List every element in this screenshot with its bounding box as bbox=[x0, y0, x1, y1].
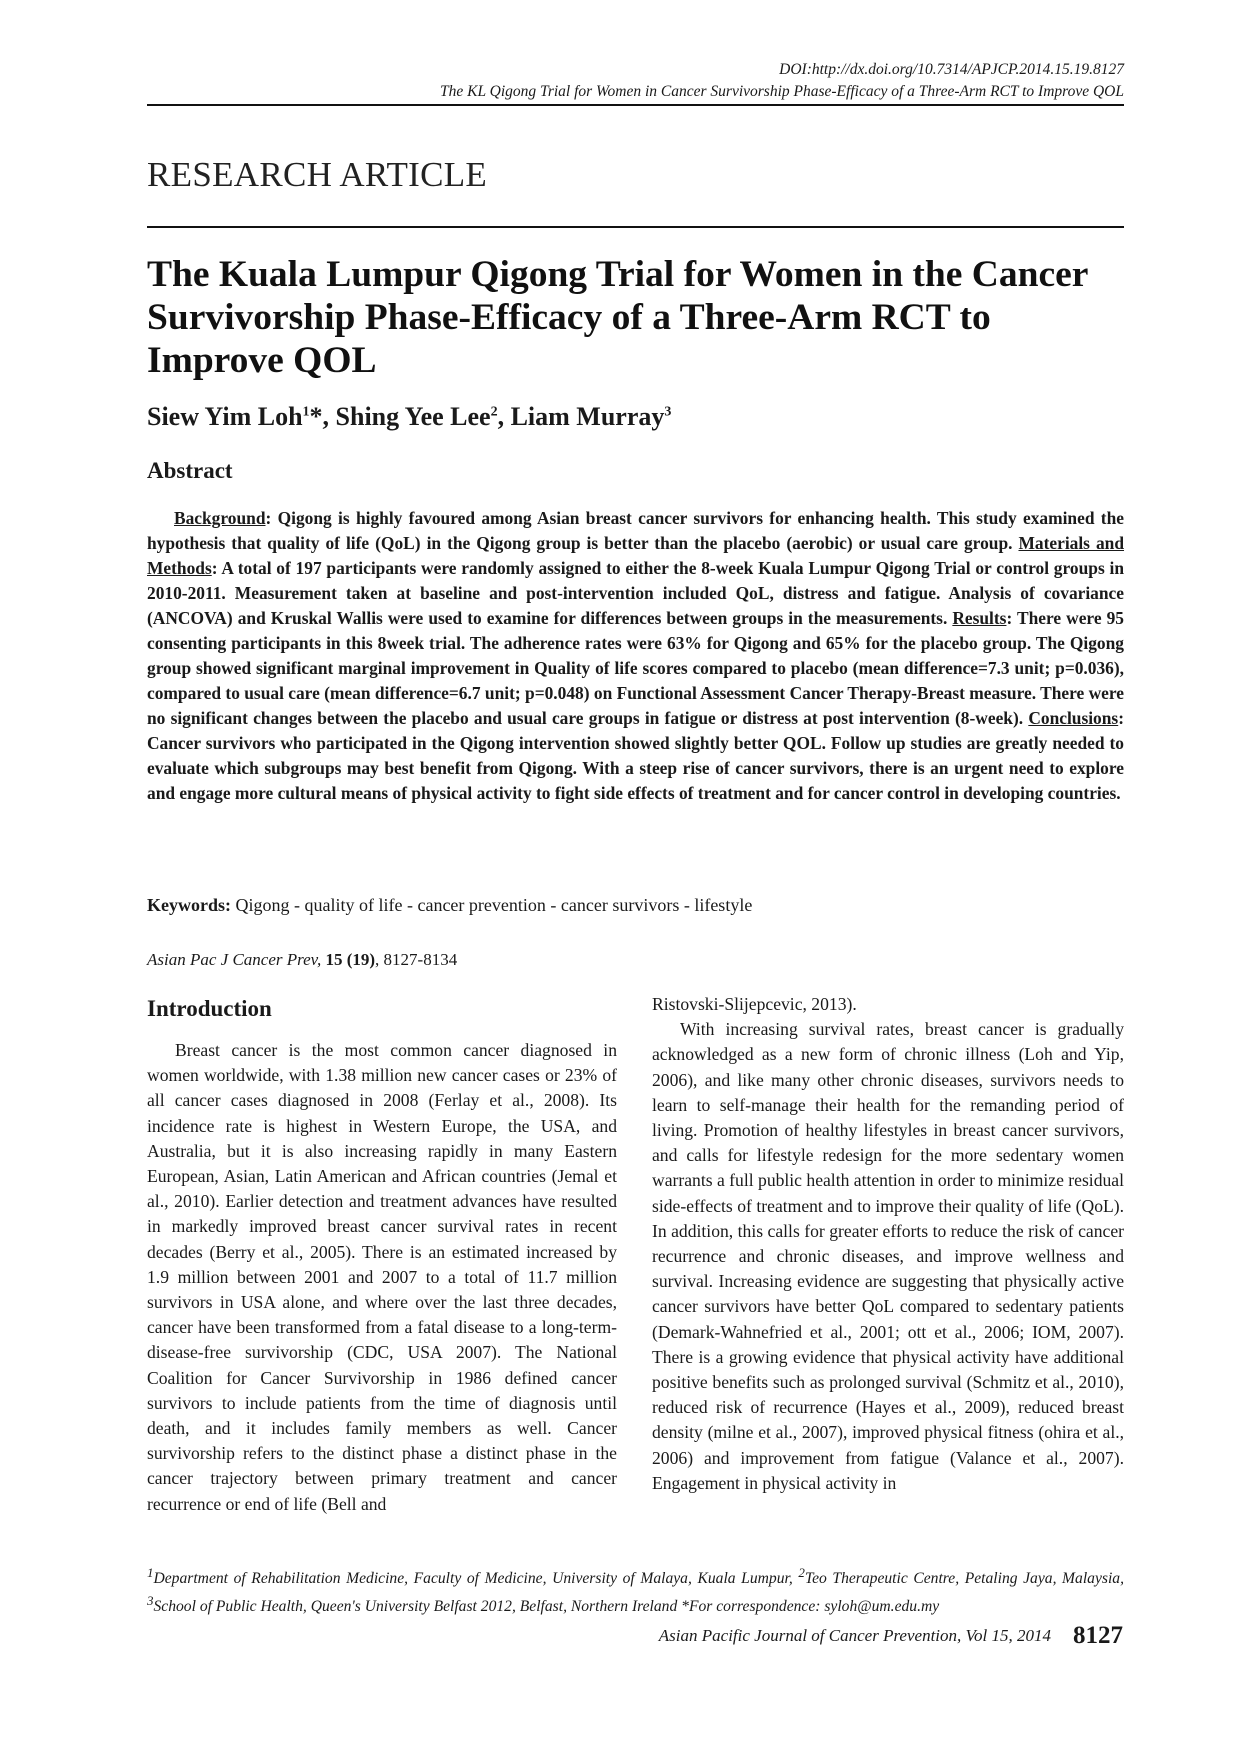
intro-paragraph: Breast cancer is the most common cancer diagnosed in women worldwide, with 1.38 million new cancer cases or 23% of all cancer cases diagnosed in 2008 (Ferlay et al., 2008). Its incidence rate is highest in Western Europe, the USA, and Australia, but it is also increasing rapidly in many Eastern European, Asian, Latin American and African countries (Jemal et al., 2010). Earlier detection and treatment advances have resulted in markedly improved breast cancer survival rates in recent decades (Berry et al., 2005). There is an estimated increased by 1.9 million between 2001 and 2007 to a total of 11.7 million survivors in USA alone, and where over the last three decades, cancer have been transformed from a fatal disease to a long-term-disease-free survivorship (CDC, USA 2007). The National Coalition for Cancer Survivorship in 1986 defined cancer survivors to include patients from the time of diagnosis until death, and it includes family members as well. Cancer survivorship refers to the distinct phase a distinct phase in the cancer trajectory between primary treatment and cancer recurrence or end of life (Bell and bbox=[147, 1040, 617, 1514]
correspondence-mark: * bbox=[309, 402, 323, 431]
running-title: The KL Qigong Trial for Women in Cancer Survivorship Phase-Efficacy of a Three-Arm RCT to Improve QOL bbox=[440, 83, 1124, 100]
header-divider bbox=[147, 104, 1124, 106]
footer-journal: Asian Pacific Journal of Cancer Prevention, Vol 15, 2014 bbox=[658, 1626, 1051, 1645]
intro-continuation: Ristovski-Slijepcevic, 2013). bbox=[652, 994, 857, 1014]
footnote-mark: 3 bbox=[147, 1593, 154, 1609]
affiliation-mark: 3 bbox=[664, 404, 672, 420]
affiliation-mark: 2 bbox=[490, 404, 498, 420]
affiliation-2: Teo Therapeutic Centre, Petaling Jaya, Malaysia, bbox=[804, 1570, 1124, 1588]
background-label: Background bbox=[174, 508, 266, 528]
citation-issue: (19) bbox=[346, 950, 376, 969]
doi-link[interactable]: DOI:http://dx.doi.org/10.7314/APJCP.2014.15.19.8127 bbox=[779, 61, 1124, 78]
footnote-mark: 1 bbox=[147, 1565, 154, 1580]
section-label: RESEARCH ARTICLE bbox=[147, 155, 488, 194]
keywords-label: Keywords: bbox=[147, 895, 231, 915]
conclusions-text: : Cancer survivors who participated in the Qigong intervention showed slightly better QOL. Follow up studies are greatly needed to evaluate which subgroups may best benefit from Qigong. With a steep rise of cancer survivors, there is an urgent need to explore and engage more cultural means of physical activity to fight side effects of treatment and for cancer control in developing countries. bbox=[147, 708, 1124, 803]
methods-text: : A total of 197 participants were randomly assigned to either the 8-week Kuala Lumpur Qigong Trial or control groups in 2010-2011. Measurement taken at baseline and post-intervention included QoL, distress and fatigue. Analysis of covariance (ANCOVA) and Kruskal Wallis were used to examine for differences between groups in the measurements. bbox=[147, 558, 1124, 628]
results-text: : There were 95 consenting participants in this 8week trial. The adherence rates were 63% for Qigong and 65% for the placebo group. The Qigong group showed significant marginal improvement in Quality of life scores compared to placebo (mean difference=7.3 unit; p=0.036), compared to usual care (mean difference=6.7 unit; p=0.048) on Functional Assessment Cancer Therapy-Breast measure. There were no significant changes between the placebo and usual care groups in fatigue or distress at post intervention (8-week). bbox=[147, 608, 1124, 728]
article-title: The Kuala Lumpur Qigong Trial for Women in the Cancer Survivorship Phase-Efficacy of a Three-Arm RCT to Improve QOL bbox=[147, 254, 1088, 381]
introduction-heading: Introduction bbox=[147, 996, 272, 1021]
author-name: Siew Yim Loh bbox=[147, 402, 303, 431]
running-header bbox=[440, 59, 1124, 103]
keywords-text: Qigong - quality of life - cancer prevention - cancer survivors - lifestyle bbox=[231, 895, 753, 915]
left-column bbox=[147, 1038, 617, 1517]
methods-label: Materials and Methods bbox=[147, 533, 1125, 578]
citation-pages: , 8127-8134 bbox=[375, 950, 458, 969]
author-name: Shing Yee Lee bbox=[335, 402, 491, 431]
affiliation-mark: 1 bbox=[302, 404, 310, 420]
footnote-mark: 2 bbox=[798, 1565, 805, 1580]
citation-volume: 15 bbox=[325, 950, 343, 969]
affiliation-1: Department of Rehabilitation Medicine, Faculty of Medicine, University of Malaya, Kuala Lumpur, bbox=[153, 1570, 799, 1588]
affiliations-footnote bbox=[147, 1562, 1124, 1618]
citation-journal: Asian Pac J Cancer Prev, bbox=[147, 950, 322, 969]
intro-paragraph: With increasing survival rates, breast cancer is gradually acknowledged as a new form of chronic illness (Loh and Yip, 2006), and like many other chronic diseases, survivors needs to learn to self-manage their health for the remanding period of living. Promotion of healthy lifestyles in breast cancer survivors, and calls for lifestyle redesign for the more sedentary women warrants a full public health attention in order to minimize residual side-effects of treatment and to improve their quality of life (QoL). In addition, this calls for greater efforts to reduce the risk of cancer recurrence and chronic diseases, and improve wellness and survival. Increasing evidence are suggesting that physically active cancer survivors have better QoL compared to sedentary patients (Demark-Wahnefried et al., 2001; ott et al., 2006; IOM, 2007). There is a growing evidence that physical activity have additional positive benefits such as prolonged survival (Schmitz et al., 2010), reduced risk of recurrence (Hayes et al., 2009), reduced breast density (milne et al., 2007), improved physical fitness (ohira et al., 2006) and improvement from fatigue (Valance et al., 2007). Engagement in physical activity in bbox=[652, 1019, 1124, 1493]
abstract-heading: Abstract bbox=[147, 458, 233, 483]
right-column bbox=[652, 992, 1124, 1496]
results-label: Results bbox=[952, 608, 1007, 628]
title-divider bbox=[147, 226, 1124, 228]
page-number: 8127 bbox=[1073, 1622, 1123, 1649]
author-name: Liam Murray bbox=[510, 402, 665, 431]
citation bbox=[147, 950, 457, 970]
abstract-body bbox=[147, 506, 1124, 806]
background-text: : Qigong is highly favoured among Asian breast cancer survivors for enhancing health. This study examined the hypothesis that quality of life (QoL) in the Qigong group is better than the placebo (aerobic) or usual care group. bbox=[147, 508, 1124, 553]
affiliation-3: School of Public Health, Queen's University Belfast 2012, Belfast, Northern Ireland *For correspondence: syloh@um.edu.my bbox=[153, 1598, 940, 1616]
keywords bbox=[147, 895, 752, 916]
page-footer bbox=[659, 1620, 1123, 1648]
author-list: Siew Yim Loh$^1$*, Shing Yee Lee$^2$, Liam Murray$^3$ bbox=[147, 402, 672, 431]
conclusions-label: Conclusions bbox=[1028, 708, 1119, 728]
